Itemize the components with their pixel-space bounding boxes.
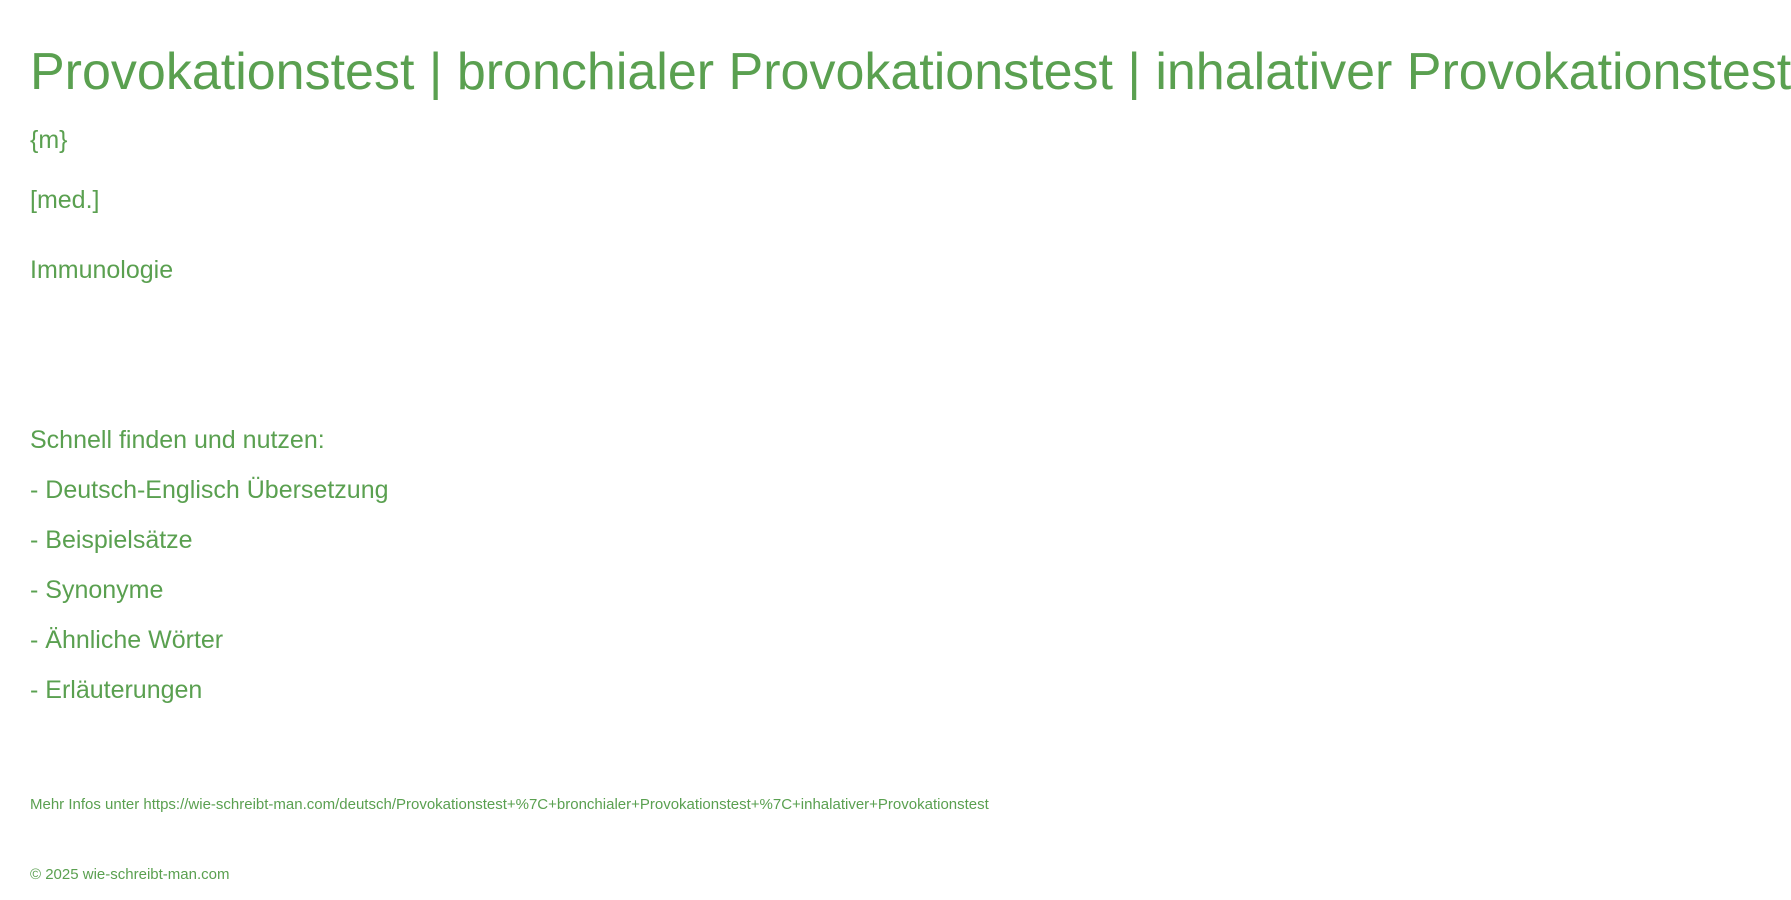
feature-item-example-sentences: - Beispielsätze <box>30 526 193 554</box>
category-label: Immunologie <box>30 256 174 284</box>
feature-item-synonyms: - Synonyme <box>30 576 164 604</box>
field-label: [med.] <box>30 186 100 214</box>
feature-item-explanations: - Erläuterungen <box>30 676 203 704</box>
features-heading: Schnell finden und nutzen: <box>30 426 325 454</box>
gender-label: {m} <box>30 126 68 154</box>
copyright-text: © 2025 wie-schreibt-man.com <box>30 866 230 883</box>
more-info-text: Mehr Infos unter https://wie-schreibt-man.com/deutsch/Provokationstest+%7C+bronchialer+Provokationstest+%7C+inhalativer+Provokationstest <box>30 796 989 813</box>
feature-item-similar-words: - Ähnliche Wörter <box>30 626 224 654</box>
feature-item-translation: - Deutsch-Englisch Übersetzung <box>30 476 389 504</box>
page-title: Provokationstest | bronchialer Provokationstest | inhalativer Provokationstest <box>30 43 1791 101</box>
features-list <box>30 474 389 724</box>
